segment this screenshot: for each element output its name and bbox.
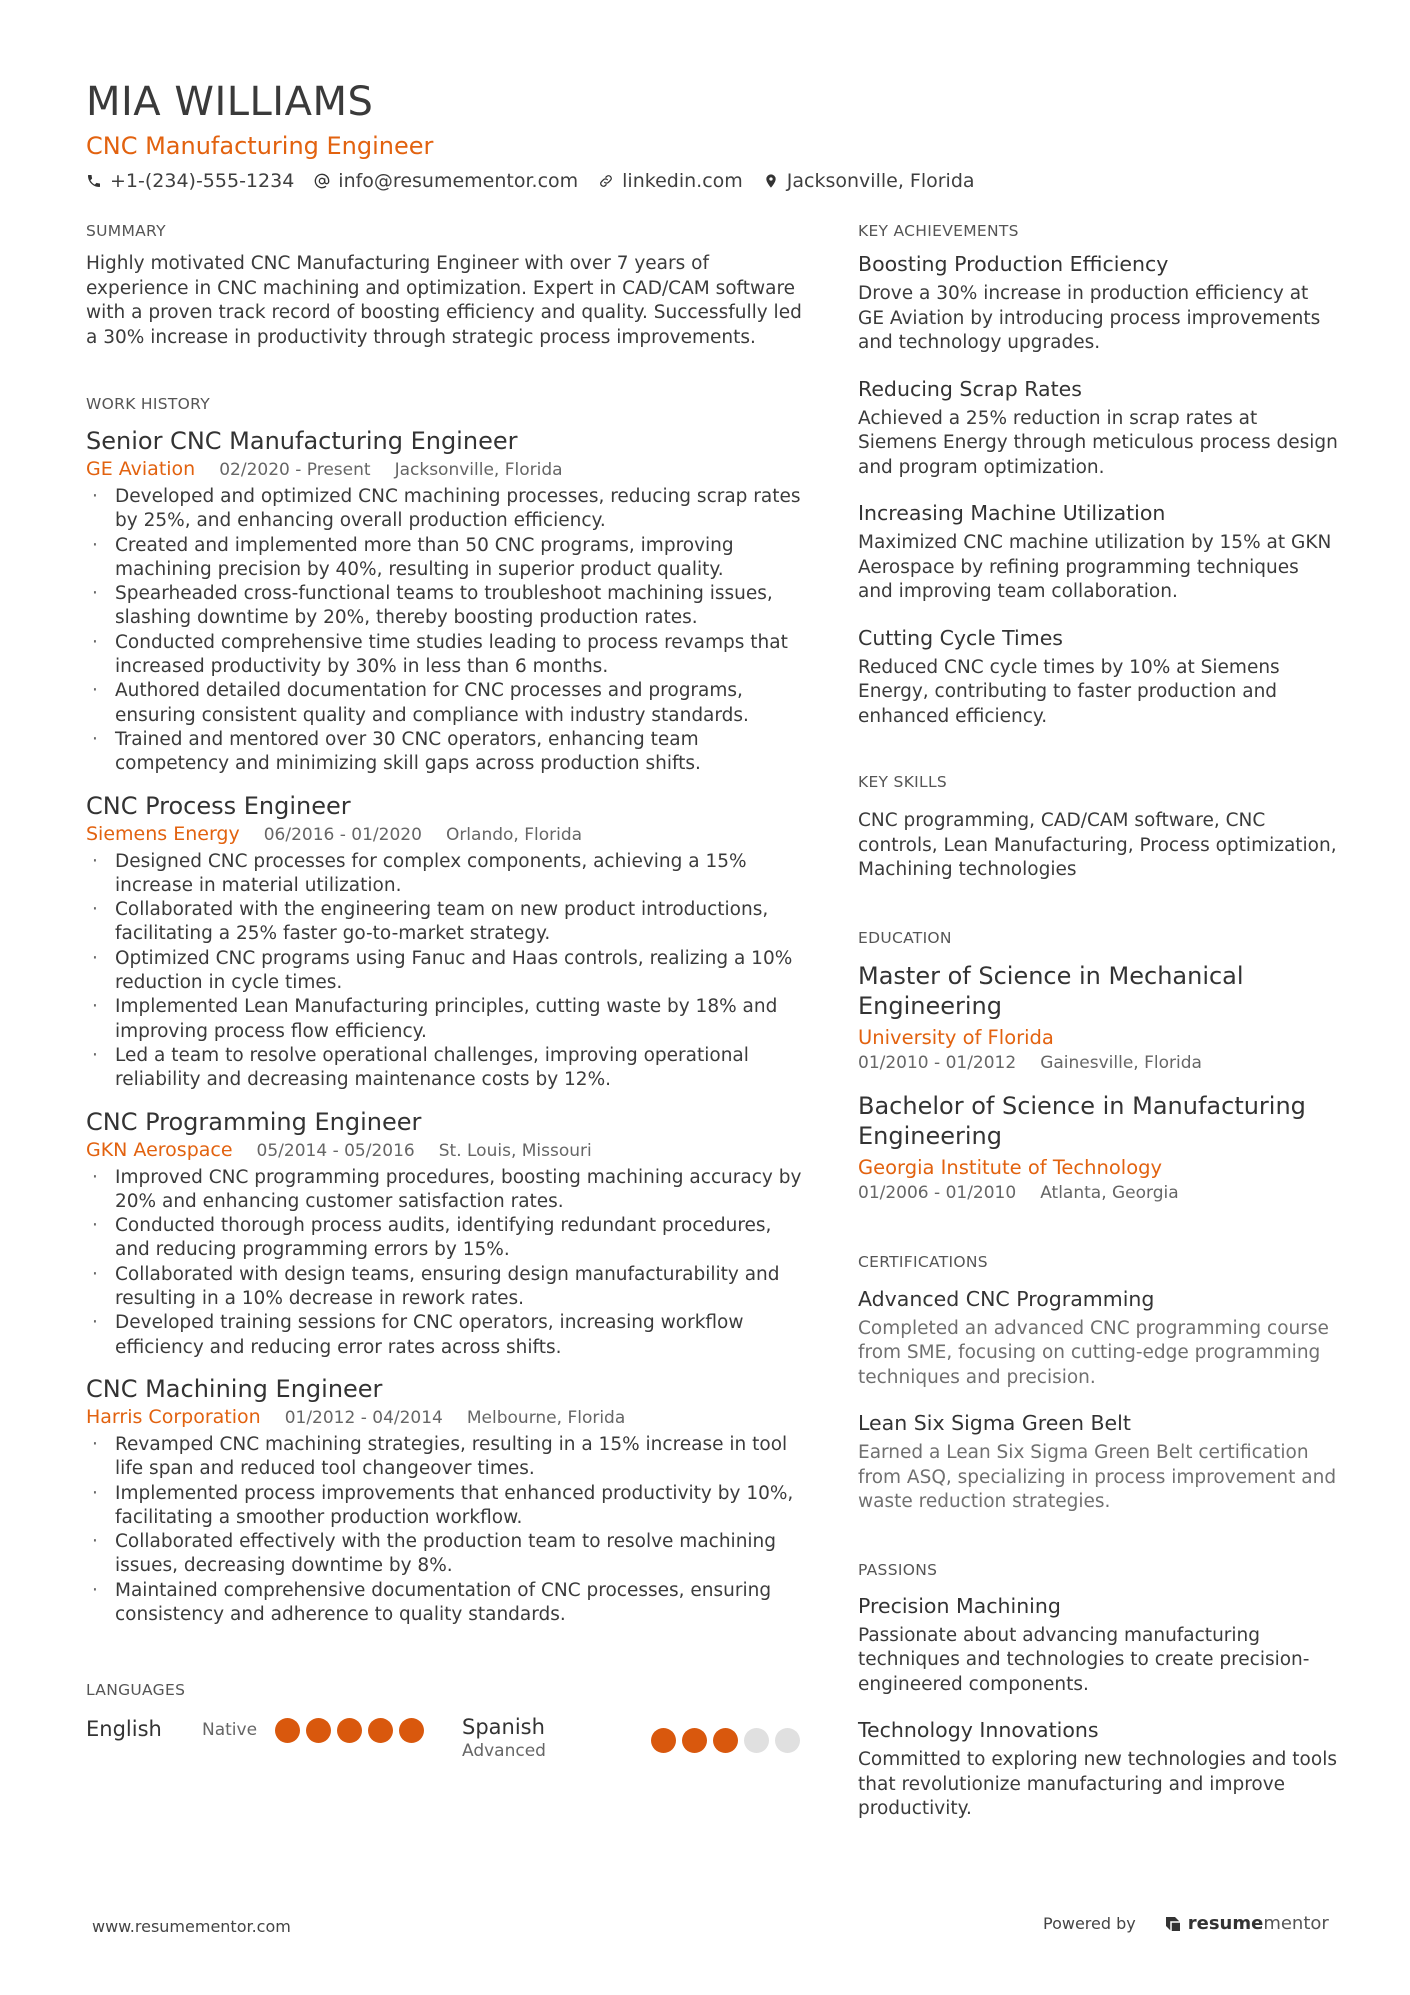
- phone-text: +1-(234)-555-1234: [110, 170, 295, 192]
- certifications-section: [858, 1251, 1338, 1515]
- right-column: [858, 220, 1338, 1822]
- job-entry: [86, 1374, 806, 1627]
- job-location: Jacksonville, Florida: [394, 460, 563, 480]
- certification-item: [858, 1286, 1338, 1391]
- language-item: [86, 1715, 426, 1765]
- company-name: Harris Corporation: [86, 1405, 261, 1428]
- job-dates: 01/2012 - 04/2014: [284, 1407, 443, 1428]
- job-location: St. Louis, Missouri: [438, 1140, 592, 1161]
- job-entry: [86, 1107, 806, 1360]
- job-bullet: · Developed training sessions for CNC operators, increasing workflow efficiency and reducing error rates across shifts.: [86, 1311, 806, 1360]
- footer-website[interactable]: www.resumementor.com: [92, 1917, 291, 1936]
- education-location: Gainesville, Florida: [1040, 1052, 1202, 1073]
- job-bullet: · Developed and optimized CNC machining processes, reducing scrap rates by 25%, and enhancing overall production efficiency.: [86, 485, 806, 534]
- skills-text: CNC programming, CAD/CAM software, CNC controls, Lean Manufacturing, Process optimization, Machining technologies: [858, 810, 1337, 880]
- summary-section: [86, 220, 806, 350]
- education-school: University of Florida: [858, 1025, 1054, 1049]
- rating-dot-filled: [651, 1728, 676, 1753]
- job-dates: 06/2016 - 01/2020: [263, 824, 422, 845]
- job-entry: [86, 426, 806, 777]
- education-location: Atlanta, Georgia: [1040, 1182, 1179, 1203]
- achievement-text: Reduced CNC cycle times by 10% at Siemens Energy, contributing to faster production and enhanced efficiency.: [858, 656, 1280, 727]
- education-school: Georgia Institute of Technology: [858, 1155, 1163, 1179]
- languages-section: [86, 1679, 806, 1765]
- passion-item: [858, 1717, 1338, 1822]
- left-column: [86, 220, 806, 1627]
- candidate-title: CNC Manufacturing Engineer: [86, 132, 434, 160]
- job-bullet: · Collaborated with design teams, ensuring design manufacturability and resulting in a 10% decrease in rework rates.: [86, 1263, 806, 1312]
- job-bullet: · Trained and mentored over 30 CNC operators, enhancing team competency and minimizing skill gaps across production shifts.: [86, 728, 806, 777]
- contact-email[interactable]: [314, 168, 578, 194]
- job-title: CNC Machining Engineer: [86, 1374, 383, 1403]
- passions-label: PASSIONS: [858, 1560, 938, 1579]
- powered-by-text: Powered by: [1043, 1914, 1136, 1933]
- job-bullet: · Led a team to resolve operational challenges, improving operational reliability and decreasing maintenance costs by 12%.: [86, 1044, 806, 1093]
- job-title: CNC Programming Engineer: [86, 1107, 422, 1136]
- language-rating: [651, 1728, 800, 1753]
- job-meta: [86, 821, 806, 848]
- job-entry: [86, 791, 806, 1093]
- contact-row: [86, 168, 1336, 194]
- job-dates: 05/2014 - 05/2016: [256, 1140, 415, 1161]
- education-dates: 01/2006 - 01/2010: [858, 1182, 1017, 1203]
- certifications-label: CERTIFICATIONS: [858, 1252, 988, 1271]
- passion-text: Passionate about advancing manufacturing techniques and technologies to create precision-engineered components.: [858, 1624, 1310, 1695]
- rating-dot-empty: [744, 1728, 769, 1753]
- passion-title: Technology Innovations: [858, 1718, 1099, 1742]
- job-title: CNC Process Engineer: [86, 791, 351, 820]
- job-bullet: · Optimized CNC programs using Fanuc and Haas controls, realizing a 10% reduction in cycle times.: [86, 947, 806, 996]
- rating-dot-empty: [775, 1728, 800, 1753]
- job-bullet: · Maintained comprehensive documentation of CNC processes, ensuring consistency and adherence to quality standards.: [86, 1579, 806, 1628]
- education-item: [858, 1091, 1338, 1205]
- education-meta: [858, 1181, 1338, 1205]
- phone-icon: [86, 173, 102, 189]
- job-bullets: [86, 1433, 806, 1627]
- company-name: GKN Aerospace: [86, 1138, 233, 1161]
- achievement-title: Boosting Production Efficiency: [858, 252, 1169, 276]
- certification-text: Completed an advanced CNC programming course from SME, focusing on cutting-edge programming techniques and precision.: [858, 1317, 1329, 1388]
- language-name: Spanish: [462, 1715, 545, 1739]
- candidate-name: MIA WILLIAMS: [86, 79, 374, 125]
- job-dates: 02/2020 - Present: [219, 460, 371, 480]
- work-history-label: WORK HISTORY: [86, 395, 210, 413]
- job-meta: [86, 456, 806, 483]
- certification-item: [858, 1410, 1338, 1515]
- education-label: EDUCATION: [858, 928, 952, 947]
- education-section: [858, 927, 1338, 1205]
- language-name: English: [86, 1717, 162, 1741]
- language-level: Native: [202, 1720, 258, 1740]
- achievement-text: Drove a 30% increase in production efficiency at GE Aviation by introducing process improvements and technology upgrades.: [858, 283, 1321, 353]
- language-item: [462, 1715, 806, 1765]
- certification-title: Lean Six Sigma Green Belt: [858, 1411, 1131, 1435]
- brand-mark-icon: [1164, 1915, 1182, 1933]
- job-bullets: [86, 485, 806, 777]
- education-dates: 01/2010 - 01/2012: [858, 1052, 1017, 1073]
- education-meta: [858, 1051, 1338, 1075]
- contact-linkedin[interactable]: [598, 168, 743, 194]
- job-meta: [86, 1137, 806, 1164]
- footer-branding: [1043, 1913, 1329, 1934]
- language-rating: [275, 1718, 424, 1743]
- rating-dot-filled: [368, 1718, 393, 1743]
- contact-location: [763, 168, 975, 194]
- job-bullet: · Conducted thorough process audits, identifying redundant procedures, and reducing programming errors by 15%.: [86, 1214, 806, 1263]
- resume-header: [86, 78, 1336, 194]
- job-bullet: · Implemented Lean Manufacturing principles, cutting waste by 18% and improving process flow efficiency.: [86, 995, 806, 1044]
- at-icon: [314, 173, 330, 189]
- job-bullets: [86, 1166, 806, 1360]
- job-bullet: · Revamped CNC machining strategies, resulting in a 15% increase in tool life span and reduced tool changeover times.: [86, 1433, 806, 1482]
- brand-logo[interactable]: [1164, 1913, 1329, 1934]
- job-bullet: · Designed CNC processes for complex components, achieving a 15% increase in material utilization.: [86, 850, 806, 899]
- passions-section: [858, 1559, 1338, 1822]
- work-history-section: [86, 393, 806, 1627]
- job-meta: [86, 1404, 806, 1431]
- achievement-title: Reducing Scrap Rates: [858, 376, 1082, 401]
- rating-dot-filled: [713, 1728, 738, 1753]
- contact-phone: [86, 168, 294, 194]
- achievement-text: Achieved a 25% reduction in scrap rates at Siemens Energy through meticulous process design and program optimization.: [858, 407, 1338, 478]
- email-text[interactable]: info@resumementor.com: [338, 170, 579, 192]
- job-location: Orlando, Florida: [445, 824, 583, 845]
- summary-text: Highly motivated CNC Manufacturing Engineer with over 7 years of experience in CNC machining and optimization. Expert in CAD/CAM software with a proven track record of boosting efficiency and quality. Successfully led a 30% increase in productivity through strategic process improvements.: [86, 253, 802, 348]
- rating-dot-filled: [682, 1728, 707, 1753]
- achievement-title: Cutting Cycle Times: [858, 625, 1063, 650]
- languages-row: [86, 1715, 806, 1765]
- achievement-item: [858, 376, 1338, 481]
- company-name: GE Aviation: [86, 458, 196, 480]
- link-icon: [598, 173, 614, 189]
- certification-title: Advanced CNC Programming: [858, 1286, 1155, 1311]
- job-title: Senior CNC Manufacturing Engineer: [86, 427, 518, 455]
- passion-title: Precision Machining: [858, 1593, 1061, 1618]
- job-bullet: · Implemented process improvements that enhanced productivity by 10%, facilitating a smoother production workflow.: [86, 1482, 806, 1531]
- location-pin-icon: [763, 173, 779, 189]
- job-location: Melbourne, Florida: [466, 1407, 626, 1428]
- job-bullet: · Collaborated with the engineering team on new product introductions, facilitating a 25% faster go-to-market strategy.: [86, 898, 806, 947]
- passion-text: Committed to exploring new technologies and tools that revolutionize manufacturing and improve productivity.: [858, 1749, 1337, 1819]
- rating-dot-filled: [337, 1718, 362, 1743]
- achievement-item: [858, 500, 1338, 605]
- brand-name-rest: mentor: [1263, 1913, 1329, 1934]
- skills-section: [858, 771, 1338, 883]
- achievements-label: KEY ACHIEVEMENTS: [858, 222, 1019, 240]
- rating-dot-filled: [275, 1718, 300, 1743]
- rating-dot-filled: [399, 1718, 424, 1743]
- education-degree: Master of Science in Mechanical Engineering: [858, 961, 1244, 1020]
- summary-label: SUMMARY: [86, 222, 166, 240]
- job-bullet: · Conducted comprehensive time studies leading to process revamps that increased productivity by 30% in less than 6 months.: [86, 631, 806, 680]
- skills-label: KEY SKILLS: [858, 773, 948, 791]
- achievements-section: [858, 220, 1338, 729]
- achievement-item: [858, 251, 1338, 356]
- location-text: Jacksonville, Florida: [786, 170, 975, 192]
- education-degree: Bachelor of Science in Manufacturing Engineering: [858, 1091, 1306, 1150]
- job-bullet: · Created and implemented more than 50 CNC programs, improving machining precision by 40%, resulting in superior product quality.: [86, 534, 806, 583]
- certification-text: Earned a Lean Six Sigma Green Belt certification from ASQ, specializing in process improvement and waste reduction strategies.: [858, 1442, 1337, 1512]
- company-name: Siemens Energy: [86, 822, 240, 845]
- achievement-title: Increasing Machine Utilization: [858, 501, 1166, 525]
- brand-name-bold: resume: [1187, 1913, 1264, 1934]
- passion-item: [858, 1593, 1338, 1698]
- job-bullets: [86, 850, 806, 1093]
- languages-label: LANGUAGES: [86, 1681, 186, 1699]
- language-level: Advanced: [462, 1741, 546, 1761]
- education-item: [858, 961, 1338, 1075]
- achievement-item: [858, 625, 1338, 730]
- job-bullet: · Spearheaded cross-functional teams to troubleshoot machining issues, slashing downtime by 20%, thereby boosting production rates.: [86, 582, 806, 631]
- job-bullet: · Collaborated effectively with the production team to resolve machining issues, decreasing downtime by 8%.: [86, 1530, 806, 1579]
- job-bullet: · Authored detailed documentation for CNC processes and programs, ensuring consistent quality and compliance with industry standards.: [86, 679, 806, 728]
- achievement-text: Maximized CNC machine utilization by 15% at GKN Aerospace by refining programming techniques and improving team collaboration.: [858, 532, 1332, 602]
- linkedin-text[interactable]: linkedin.com: [622, 170, 743, 192]
- rating-dot-filled: [306, 1718, 331, 1743]
- job-bullet: · Improved CNC programming procedures, boosting machining accuracy by 20% and enhancing customer satisfaction rates.: [86, 1166, 806, 1215]
